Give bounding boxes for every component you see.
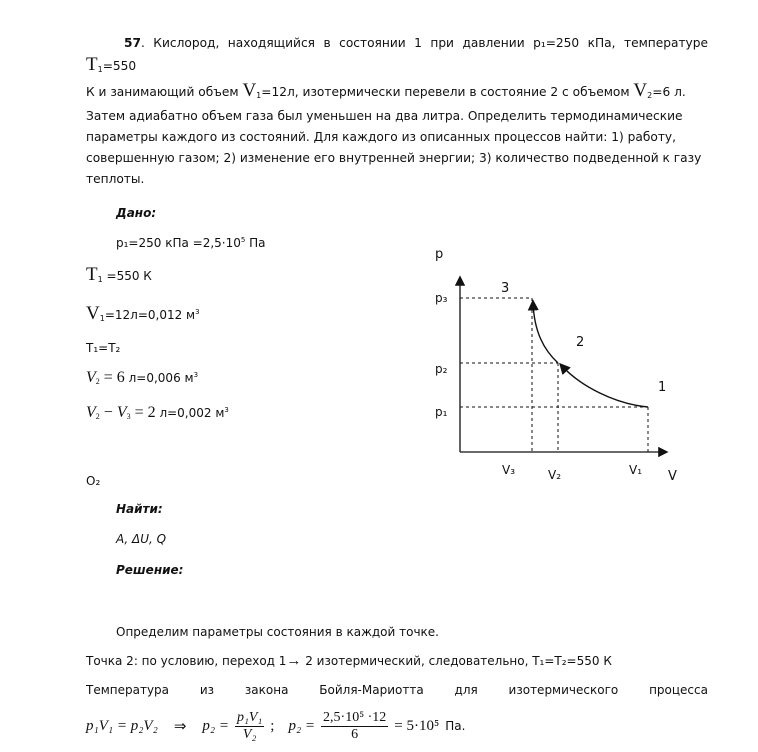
- given-v1: $V_1=12л=0,012$ $м^3$: [86, 303, 200, 324]
- point-label-1: 1: [658, 380, 667, 395]
- given-t1: $T_1 =550$ К: [86, 264, 152, 285]
- problem-line-3: Затем адиабатно объем газа был уменьшен на два литра. Определить термодинамические: [86, 109, 683, 123]
- given-dv: $V_2 - V_3 = 2$ л=0,002 $м^3$: [86, 404, 229, 421]
- find-items: A, ΔU, Q: [116, 532, 167, 546]
- tick-v2: V₂: [548, 468, 562, 482]
- fraction-symbolic: $\frac{\text{p₁V₁}}{\text{V₂}}$: [236, 709, 263, 742]
- isotherm-curve-1-2: [561, 365, 648, 407]
- solution-line-1: Определим параметры состояния в каждой точке.: [116, 625, 439, 639]
- problem-line-6: теплоты.: [86, 172, 145, 186]
- x-axis-label: V: [668, 469, 677, 484]
- problem-line-5: совершенную газом; 2) изменение его внутренней энергии; 3) количество подведенной к газу: [86, 151, 702, 165]
- problem-statement: [86, 33, 708, 190]
- given-title: Дано:: [116, 206, 157, 220]
- given-t-equal: T₁=T₂: [86, 341, 121, 355]
- solution-line-3: Температура из закона Бойля-Мариотта для изотермического процесса: [86, 683, 708, 697]
- tick-p2: p₂: [435, 362, 448, 376]
- problem-line-4: параметры каждого из состояний. Для каждого из описанных процессов найти: 1) работу,: [86, 130, 677, 144]
- tick-v1: V₁: [629, 463, 643, 477]
- solution-title: Решение:: [116, 563, 184, 577]
- find-title: Найти:: [116, 502, 163, 516]
- given-gas: O₂: [86, 474, 101, 488]
- solution-line-2: Точка 2: по условию, переход 1→ 2 изотермический, следовательно, T₁=T₂=550 К: [86, 653, 612, 669]
- fraction-numeric: $\frac{\text{2,5·10⁵ ·12}}{6}$: [323, 709, 387, 742]
- problem-line-1: 57. Кислород, находящийся в состоянии 1 при давлении p₁=250 кПа, температуре $T_1=550$: [86, 36, 708, 75]
- tick-p3: p₃: [435, 291, 448, 305]
- point-label-2: 2: [576, 335, 585, 350]
- problem-number: 57: [124, 36, 141, 50]
- problem-line-2: К и занимающий объем $V_1=12л$, изотермически перевели в состояние 2 с объемом $V_2=6$ л.: [86, 80, 686, 101]
- tick-v3: V₃: [502, 463, 516, 477]
- point-label-3: 3: [501, 281, 510, 296]
- tick-p1: p₁: [435, 405, 448, 419]
- y-axis-label: p: [435, 247, 444, 262]
- solution-formula: p₁V₁ = p₂V₂ ⇒ p₂ = $\frac{\text{p₁V₁}}{\text{V₂}}$ ; p₂ = $\frac{\text{2,5·10⁵ ·12}}{6}$ = 5·10⁵ Па.: [86, 709, 466, 742]
- given-v2: $V_2 = 6$ л=0,006 $м^3$: [86, 369, 199, 386]
- given-p1: p₁=250 кПа $=2,5\cdot 10^5$ Па: [116, 236, 266, 250]
- pv-diagram: [420, 236, 700, 496]
- adiabat-curve-2-3: [533, 302, 558, 363]
